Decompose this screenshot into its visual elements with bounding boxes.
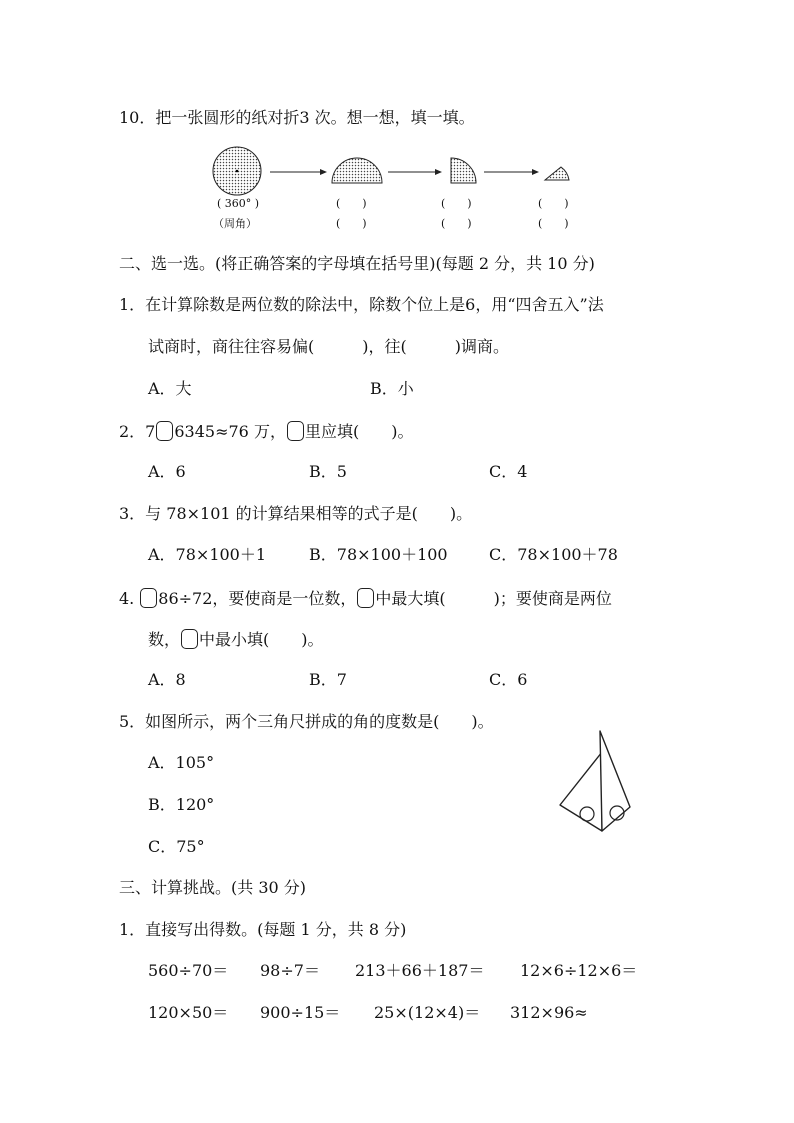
s2-q5-option-b: B．120° — [148, 795, 215, 814]
s2-q4-option-a: A．8 — [148, 670, 186, 689]
calc-item: 900÷15＝ — [260, 1003, 341, 1022]
s2-q4-line2-suffix: 中最小填( )。 — [199, 630, 324, 649]
s3-q1-text: 1．直接写出得数。(每题 1 分，共 8 分) — [119, 920, 407, 939]
calc-item: 98÷7＝ — [260, 961, 320, 980]
s2-q5-option-a: A．105° — [148, 753, 215, 772]
s2-q4-line1 — [119, 588, 612, 609]
arrow-2 — [388, 169, 442, 175]
blank-digit-box-ref — [357, 588, 374, 608]
s2-q4-part2: 中最大填( )；要使商是两位 — [375, 589, 612, 608]
s2-q5-text: 5．如图所示，两个三角尺拼成的角的度数是( )。 — [119, 712, 494, 731]
circle-fold-diagram — [0, 140, 794, 220]
s2-q2-middle: 6345≈76 万， — [174, 422, 286, 441]
arrow-1 — [270, 169, 327, 175]
set-square-right — [600, 731, 630, 831]
shape-label-2-top: ( ) — [336, 197, 367, 210]
s2-q1-line1: 1．在计算除数是两位数的除法中，除数个位上是6，用“四舍五入”法 — [119, 295, 604, 314]
shape-label-3-bottom: ( ) — [441, 217, 472, 230]
calc-item: 213＋66＋187＝ — [355, 961, 485, 980]
calc-item: 120×50＝ — [148, 1003, 229, 1022]
section2-heading: 二、选一选。(将正确答案的字母填在括号里)(每题 2 分，共 10 分) — [119, 254, 595, 273]
shape-label-1-bottom: （周角） — [213, 217, 257, 230]
s2-q3-option-c: C．78×100＋78 — [489, 545, 618, 564]
quarter-circle-shape — [451, 158, 476, 183]
s2-q5-option-c: C．75° — [148, 837, 205, 856]
shape-label-2-bottom: ( ) — [336, 217, 367, 230]
s2-q2-option-a: A．6 — [148, 462, 186, 481]
shape-label-4-top: ( ) — [538, 197, 569, 210]
s2-q2-prefix: 2．7 — [119, 422, 156, 441]
q10-text: 10．把一张圆形的纸对折3 次。想一想，填一填。 — [119, 108, 475, 127]
blank-digit-box[interactable] — [156, 421, 173, 441]
calc-item: 312×96≈ — [510, 1003, 588, 1022]
s2-q1-line2: 试商时，商往往容易偏( )，往( )调商。 — [148, 337, 509, 356]
calc-item: 25×(12×4)＝ — [374, 1003, 481, 1022]
shape-label-3-top: ( ) — [441, 197, 472, 210]
s2-q1-option-a: A．大 — [148, 379, 192, 398]
s2-q3-option-a: A．78×100＋1 — [148, 545, 267, 564]
s2-q2-option-b: B．5 — [309, 462, 347, 481]
blank-digit-box-ref — [181, 629, 198, 649]
s2-q4-option-c: C．6 — [489, 670, 528, 689]
s2-q3-option-b: B．78×100＋100 — [309, 545, 448, 564]
half-circle-shape — [332, 158, 382, 183]
s2-q4-line2 — [148, 629, 324, 650]
calc-item: 12×6÷12×6＝ — [520, 961, 638, 980]
section3-heading: 三、计算挑战。(共 30 分) — [119, 878, 307, 897]
calc-item: 560÷70＝ — [148, 961, 229, 980]
set-squares-figure — [555, 730, 645, 840]
s2-q2-suffix: 里应填( )。 — [304, 422, 414, 441]
s2-q4-prefix: 4. — [119, 589, 135, 608]
s2-q4-option-b: B．7 — [309, 670, 347, 689]
shape-label-1-top: ( 360° ) — [217, 197, 260, 210]
s2-q1-option-b: B．小 — [370, 379, 414, 398]
shape-label-4-bottom: ( ) — [538, 217, 569, 230]
s2-q4-line2-prefix: 数， — [148, 630, 181, 649]
eighth-circle-shape — [545, 167, 569, 180]
s2-q3-text: 3．与 78×101 的计算结果相等的式子是( )。 — [119, 504, 473, 523]
blank-digit-box[interactable] — [140, 588, 157, 608]
arrow-3 — [484, 169, 539, 175]
s2-q4-part1: 86÷72，要使商是一位数， — [158, 589, 357, 608]
blank-digit-box-ref — [287, 421, 304, 441]
s2-q2-text — [119, 421, 413, 442]
full-circle-shape — [213, 147, 261, 195]
s2-q2-option-c: C．4 — [489, 462, 528, 481]
set-square-left — [560, 752, 602, 831]
